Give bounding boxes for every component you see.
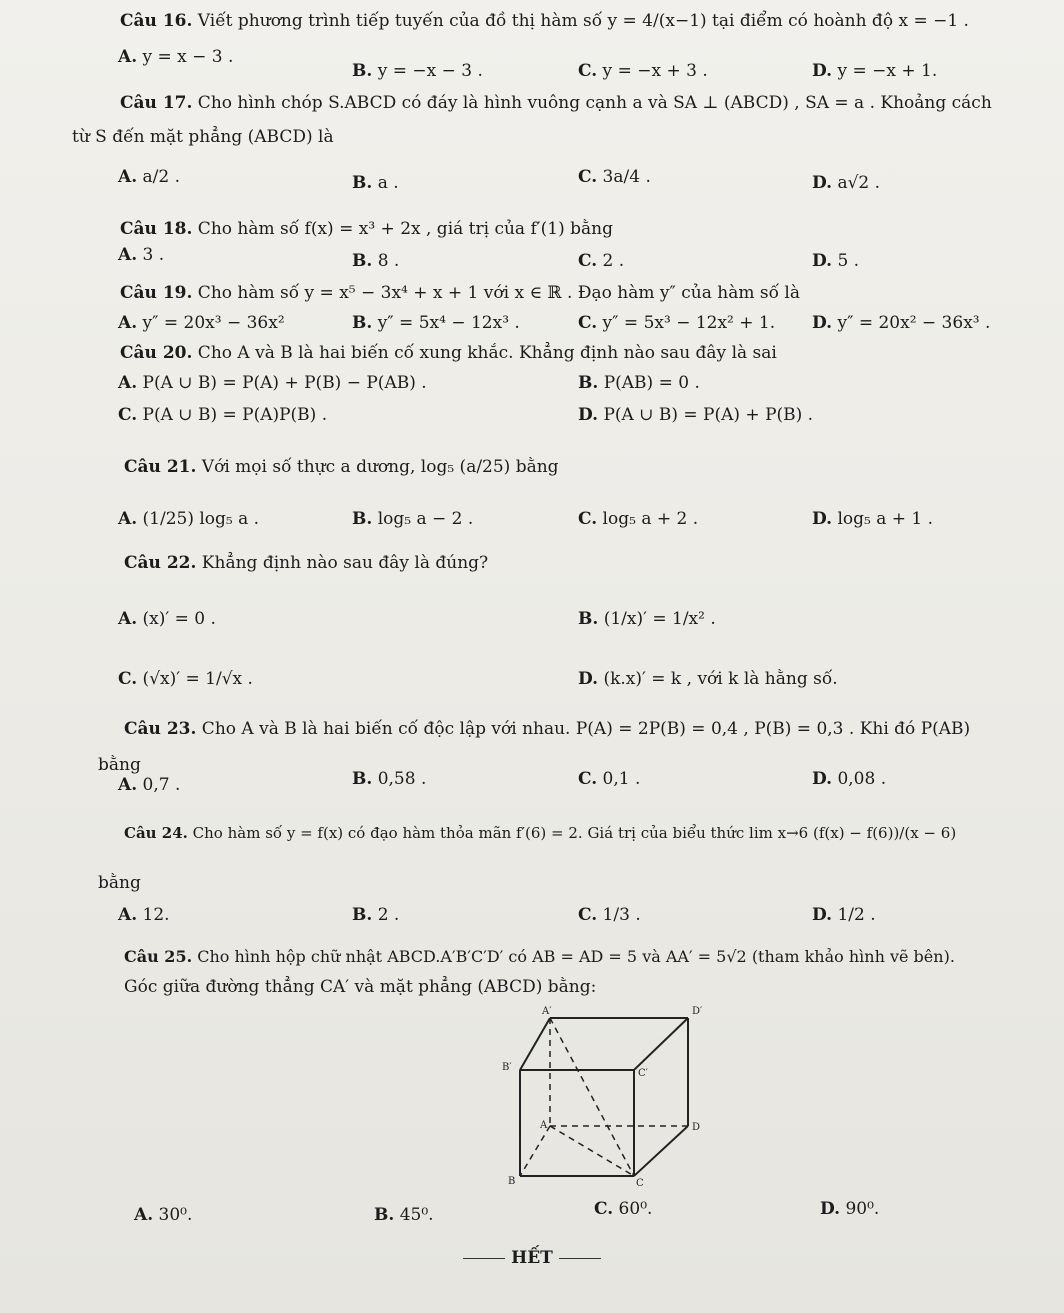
q21-option-a[interactable]: A. (1/25) log₅ a . [118, 509, 260, 529]
q21-option-b[interactable]: B. log₅ a − 2 . [352, 509, 474, 529]
q20-option-d[interactable]: D. P(A ∪ B) = P(A) + P(B) . [578, 405, 814, 425]
q16-option-d[interactable]: D. y = −x + 1. [812, 61, 938, 81]
q20-option-b[interactable]: B. P(AB) = 0 . [578, 373, 700, 393]
question-21-stem: Câu 21. Với mọi số thực a dương, log₅ (a/25) bằng [124, 457, 559, 477]
question-20-stem: Câu 20. Cho A và B là hai biến cố xung khắc. Khẳng định nào sau đây là sai [120, 343, 777, 363]
label-a-prime: A′ [542, 1006, 552, 1017]
question-17-stem-line2: từ S đến mặt phẳng (ABCD) là [72, 127, 334, 147]
question-24-stem: Câu 24. Cho hàm số y = f(x) có đạo hàm thỏa mãn f′(6) = 2. Giá trị của biểu thức lim x→6 (f(x) − f(6))/(x − 6) [124, 824, 957, 842]
question-24-stem-line2: bằng [98, 873, 141, 893]
question-18-stem: Câu 18. Cho hàm số f(x) = x³ + 2x , giá trị của f′(1) bằng [120, 219, 613, 239]
q21-option-c[interactable]: C. log₅ a + 2 . [578, 509, 699, 529]
q20-option-c[interactable]: C. P(A ∪ B) = P(A)P(B) . [118, 405, 328, 425]
q23-option-d[interactable]: D. 0,08 . [812, 769, 887, 789]
label-c: C [636, 1178, 644, 1188]
question-16-stem: Câu 16. Viết phương trình tiếp tuyến của đồ thị hàm số y = 4/(x−1) tại điểm có hoành độ x = −1 . [120, 11, 969, 31]
question-19-stem: Câu 19. Cho hàm số y = x⁵ − 3x⁴ + x + 1 với x ∈ ℝ . Đạo hàm y″ của hàm số là [120, 283, 800, 303]
q16-option-c[interactable]: C. y = −x + 3 . [578, 61, 708, 81]
q23-option-c[interactable]: C. 0,1 . [578, 769, 641, 789]
q25-option-c[interactable]: C. 60⁰. [594, 1199, 653, 1219]
q24-option-a[interactable]: A. 12. [118, 905, 170, 925]
q22-option-b[interactable]: B. (1/x)′ = 1/x² . [578, 609, 716, 629]
q23-option-a[interactable]: A. 0,7 . [118, 775, 181, 795]
q18-option-b[interactable]: B. 8 . [352, 251, 400, 271]
edge-a-b-hidden [520, 1126, 550, 1176]
edge-d1-c1 [634, 1018, 688, 1070]
question-22-stem: Câu 22. Khẳng định nào sau đây là đúng? [124, 553, 489, 573]
question-23-stem: Câu 23. Cho A và B là hai biến cố độc lập với nhau. P(A) = 2P(B) = 0,4 , P(B) = 0,3 . Khi đó P(AB) [124, 719, 971, 739]
end-marker: HẾT [0, 1248, 1064, 1268]
q25-option-b[interactable]: B. 45⁰. [374, 1205, 434, 1225]
q23-option-b[interactable]: B. 0,58 . [352, 769, 427, 789]
q19-option-d[interactable]: D. y″ = 20x² − 36x³ . [812, 313, 991, 333]
q18-option-a[interactable]: A. 3 . [118, 245, 165, 265]
cuboid-figure [498, 1004, 718, 1188]
q22-option-a[interactable]: A. (x)′ = 0 . [118, 609, 216, 629]
question-25-stem: Câu 25. Cho hình hộp chữ nhật ABCD.A′B′C′D′ có AB = AD = 5 và AA′ = 5√2 (tham khảo hình vẽ bên). [124, 947, 955, 966]
label-d-prime: D′ [692, 1006, 703, 1017]
edge-c-d [634, 1126, 688, 1176]
diagonal-a1-c [550, 1018, 634, 1176]
q17-option-b[interactable]: B. a . [352, 173, 399, 193]
q22-option-c[interactable]: C. (√x)′ = 1/√x . [118, 669, 253, 689]
question-17-stem: Câu 17. Cho hình chóp S.ABCD có đáy là hình vuông cạnh a và SA ⊥ (ABCD) , SA = a . Khoảng cách [120, 93, 992, 113]
q25-option-a[interactable]: A. 30⁰. [134, 1205, 193, 1225]
q19-option-a[interactable]: A. y″ = 20x³ − 36x² [118, 313, 285, 333]
question-23-stem-line2: bằng [98, 755, 141, 775]
q16-option-b[interactable]: B. y = −x − 3 . [352, 61, 483, 81]
q25-option-d[interactable]: D. 90⁰. [820, 1199, 880, 1219]
q24-option-c[interactable]: C. 1/3 . [578, 905, 641, 925]
q24-option-d[interactable]: D. 1/2 . [812, 905, 876, 925]
q19-option-c[interactable]: C. y″ = 5x³ − 12x² + 1. [578, 313, 776, 333]
question-25-stem-line2: Góc giữa đường thẳng CA′ và mặt phẳng (ABCD) bằng: [124, 977, 597, 997]
q24-option-b[interactable]: B. 2 . [352, 905, 400, 925]
q19-option-b[interactable]: B. y″ = 5x⁴ − 12x³ . [352, 313, 520, 333]
q21-option-d[interactable]: D. log₅ a + 1 . [812, 509, 934, 529]
q18-option-d[interactable]: D. 5 . [812, 251, 860, 271]
label-b-prime: B′ [502, 1062, 512, 1073]
edge-a1-b1 [520, 1018, 550, 1070]
q16-option-a[interactable]: A. y = x − 3 . [118, 47, 234, 67]
label-c-prime: C′ [638, 1068, 648, 1079]
q18-option-c[interactable]: C. 2 . [578, 251, 625, 271]
q17-option-a[interactable]: A. a/2 . [118, 167, 180, 187]
q17-option-c[interactable]: C. 3a/4 . [578, 167, 651, 187]
q22-option-d[interactable]: D. (k.x)′ = k , với k là hằng số. [578, 669, 838, 689]
q17-option-d[interactable]: D. a√2 . [812, 173, 881, 193]
label-a: A [540, 1120, 548, 1131]
diagonal-a-c [550, 1126, 634, 1176]
label-d: D [692, 1122, 701, 1133]
label-b: B [508, 1176, 516, 1187]
q20-option-a[interactable]: A. P(A ∪ B) = P(A) + P(B) − P(AB) . [118, 373, 427, 393]
